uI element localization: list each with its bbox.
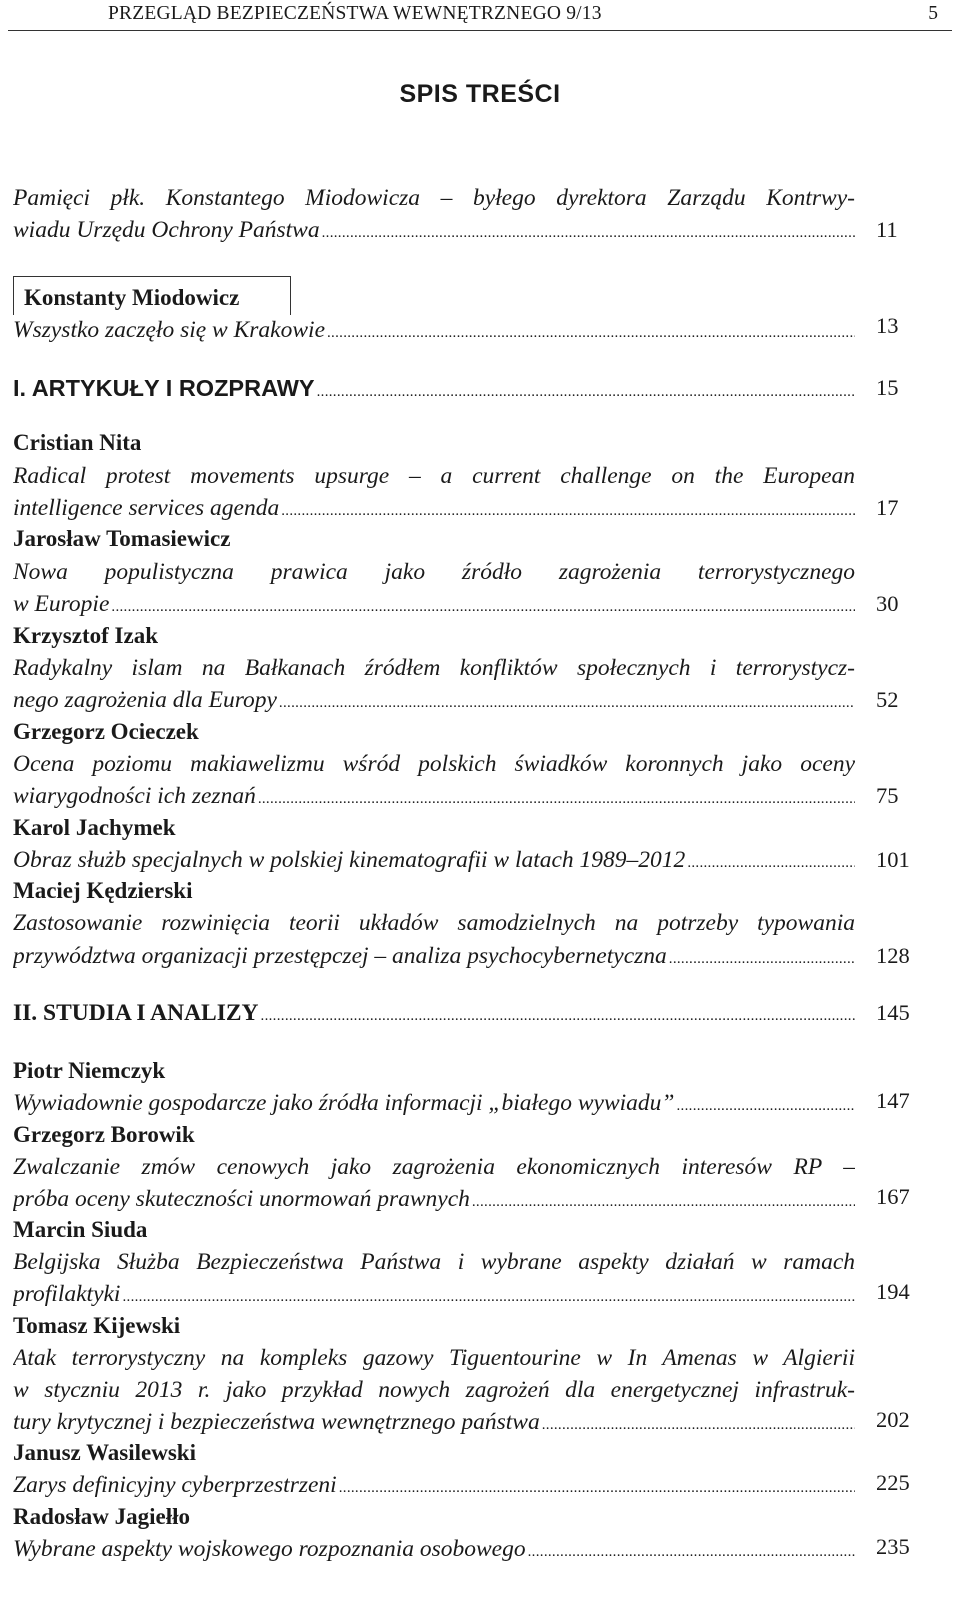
toc-title-line: Pamięci płk. Konstantego Miodowicza – byłego dyrektora Zarządu Kontrwy- (13, 185, 855, 211)
dot-leader (339, 1472, 855, 1501)
section-heading (13, 997, 855, 1029)
toc-title-line (13, 588, 855, 620)
dot-leader (322, 217, 855, 246)
toc-title-line: Zastosowanie rozwinięcia teorii układów samodzielnych na potrzeby typowania (13, 910, 855, 936)
toc-title-line: Radykalny islam na Bałkanach źródłem konfliktów społecznych i terrorystycz- (13, 655, 855, 681)
toc-page-number: 167 (876, 1184, 910, 1209)
dot-leader (258, 783, 855, 812)
dot-leader (111, 591, 855, 620)
toc-title-line: Zwalczanie zmów cenowych jako zagrożenia ekonomicznych interesów RP – (13, 1154, 855, 1180)
dot-leader (472, 1186, 855, 1215)
toc-title-text: nego zagrożenia dla Europy (13, 687, 277, 713)
toc-title-line (13, 940, 855, 972)
toc-title-line (13, 1278, 855, 1310)
toc-title-line (13, 214, 855, 246)
toc-author: Maciej Kędzierski (13, 878, 193, 903)
toc-title-text: profilaktyki (13, 1281, 121, 1307)
toc-author: Grzegorz Ocieczek (13, 719, 199, 744)
toc-author: Karol Jachymek (13, 815, 176, 840)
toc-title-text: w Europie (13, 591, 110, 617)
toc-title-text: Zarys definicyjny cyberprzestrzeni (13, 1472, 337, 1498)
toc-author: Jarosław Tomasiewicz (13, 526, 231, 551)
toc-title-line (13, 314, 855, 346)
toc-page-number: 101 (876, 847, 910, 872)
toc-page-number: 30 (876, 591, 899, 616)
dot-leader (687, 847, 855, 876)
toc-page-number: 75 (876, 783, 899, 808)
toc-author: Marcin Siuda (13, 1217, 148, 1242)
toc-title: SPIS TREŚCI (399, 80, 561, 108)
dot-leader (317, 376, 855, 404)
toc-author: Cristian Nita (13, 430, 142, 455)
dot-leader (327, 317, 855, 346)
toc-title-text: Obraz służb specjalnych w polskiej kinematografii w latach 1989–2012 (13, 847, 686, 873)
section-title: II. STUDIA I ANALIZY (13, 1000, 259, 1026)
dot-leader (542, 1409, 855, 1438)
toc-title-line (13, 1533, 855, 1565)
toc-title-line (13, 684, 855, 716)
toc-title-text: tury krytycznej i bezpieczeństwa wewnętrznego państwa (13, 1409, 540, 1435)
toc-page-number: 194 (876, 1279, 910, 1304)
toc-title-line (13, 780, 855, 812)
toc-page-number: 225 (876, 1470, 910, 1495)
toc-page-number: 147 (876, 1088, 910, 1113)
toc-author: Krzysztof Izak (13, 623, 158, 648)
toc-title-text: Wywiadownie gospodarcze jako źródła informacji „białego wywiadu” (13, 1090, 675, 1116)
toc-title-text: przywództwa organizacji przestępczej – analiza psychocybernetyczna (13, 943, 667, 969)
toc-page-number: 52 (876, 687, 899, 712)
toc-title-text: wiarygodności ich zeznań (13, 783, 256, 809)
toc-title-line: Nowa populistyczna prawica jako źródło zagrożenia terrorystycznego (13, 559, 855, 585)
dot-leader (279, 687, 855, 716)
toc-page-number: 128 (876, 943, 910, 968)
toc-title-text: Wszystko zaczęło się w Krakowie (13, 317, 325, 343)
toc-title-line (13, 492, 855, 524)
toc-page-number: 145 (876, 1000, 910, 1025)
toc-page-number: 17 (876, 495, 899, 520)
toc-author: Janusz Wasilewski (13, 1440, 196, 1465)
running-header (8, 0, 952, 31)
section-heading (13, 372, 855, 404)
toc-author: Piotr Niemczyk (13, 1058, 166, 1083)
toc-page-number: 13 (876, 313, 899, 338)
page-number: 5 (928, 3, 938, 24)
toc-author: Radosław Jagiełło (13, 1504, 190, 1529)
toc-title-text: próba oceny skuteczności unormowań prawnych (13, 1186, 470, 1212)
toc-title-line (13, 1469, 855, 1501)
toc-author: Konstanty Miodowicz (24, 285, 240, 310)
dot-leader (122, 1281, 855, 1310)
dot-leader (669, 943, 855, 972)
toc-title-line: w styczniu 2013 r. jako przykład nowych zagrożeń dla energetycznej infrastruk- (13, 1377, 855, 1403)
dot-leader (261, 1000, 855, 1029)
toc-title-text: Wybrane aspekty wojskowego rozpoznania osobowego (13, 1536, 526, 1562)
toc-author: Tomasz Kijewski (13, 1313, 181, 1338)
toc-author: Grzegorz Borowik (13, 1122, 195, 1147)
dot-leader (528, 1536, 855, 1565)
toc-title-line: Radical protest movements upsurge – a current challenge on the European (13, 463, 855, 489)
toc-title-text: wiadu Urzędu Ochrony Państwa (13, 217, 320, 243)
toc-title-line (13, 844, 855, 876)
dot-leader (677, 1090, 856, 1119)
toc-title-line (13, 1406, 855, 1438)
toc-title-line (13, 1183, 855, 1215)
toc-title-text: intelligence services agenda (13, 495, 280, 521)
journal-title: PRZEGLĄD BEZPIECZEŃSTWA WEWNĘTRZNEGO 9/13 (108, 3, 602, 24)
toc-title-line (13, 1087, 855, 1119)
toc-page-number: 235 (876, 1534, 910, 1559)
toc-page-number: 202 (876, 1407, 910, 1432)
toc-title-line: Atak terrorystyczny na kompleks gazowy Tiguentourine w In Amenas w Algierii (13, 1345, 855, 1371)
toc-title-line: Belgijska Służba Bezpieczeństwa Państwa i wybrane aspekty działań w ramach (13, 1249, 855, 1275)
toc-page-number: 15 (876, 375, 899, 400)
dot-leader (281, 495, 855, 524)
toc-title-line: Ocena poziomu makiawelizmu wśród polskich świadków koronnych jako oceny (13, 751, 855, 777)
section-title: I. ARTYKUŁY I ROZPRAWY (13, 375, 315, 401)
toc-page-number: 11 (876, 217, 898, 242)
